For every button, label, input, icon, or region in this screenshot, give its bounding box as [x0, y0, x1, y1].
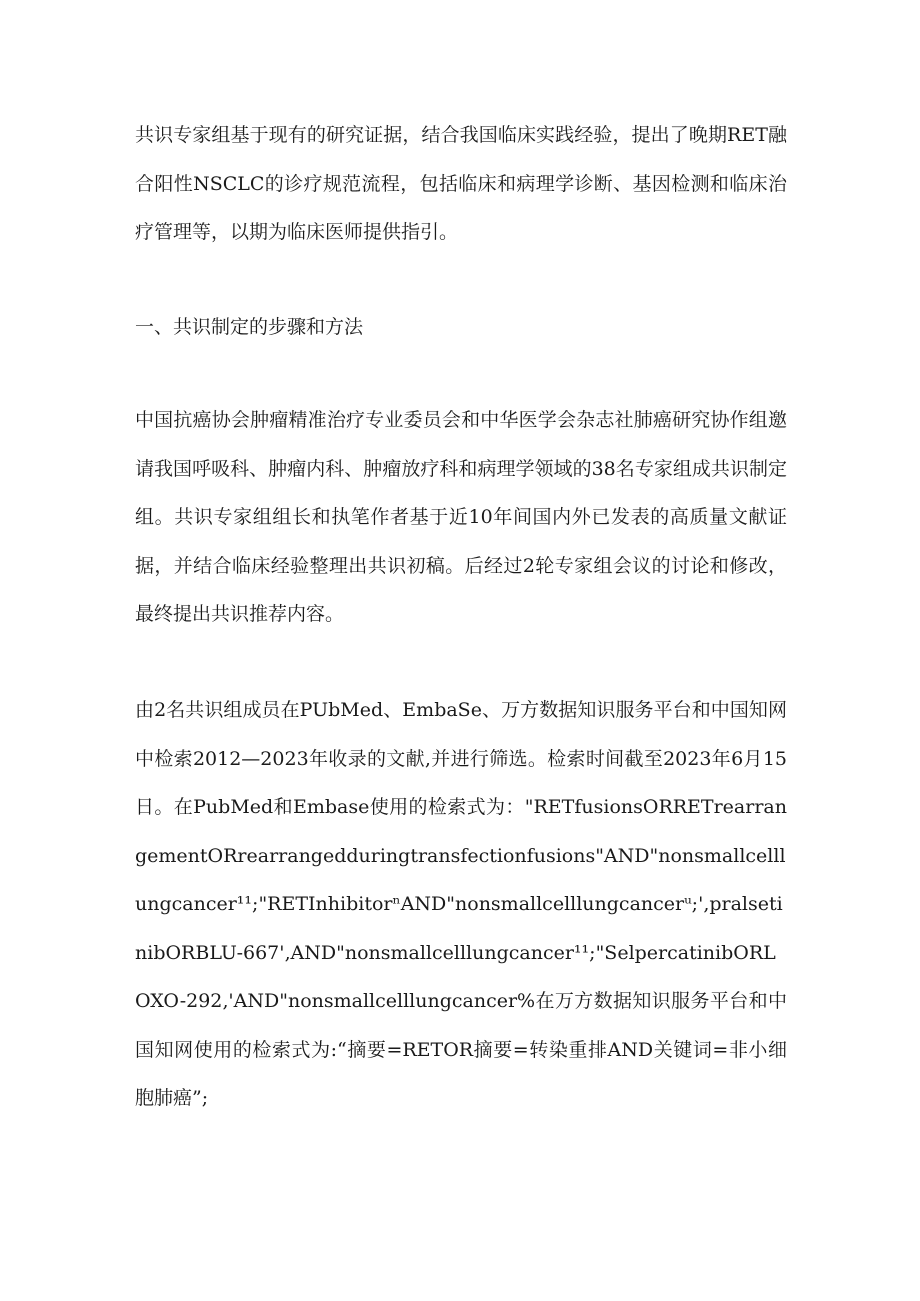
paragraph-intro: 共识专家组基于现有的研究证据，结合我国临床实践经验，提出了晚期RET融合阳性NSCLC的诊疗规范流程，包括临床和病理学诊断、基因检测和临床治疗管理等，以期为临床医师提供指引。 — [135, 124, 787, 243]
paragraph-search: 由2名共识组成员在PUbMed、EmbaSe、万方数据知识服务平台和中国知网中检索2012—2023年收录的文献,并进行筛选。检索时间截至2023年6月15日。在PubMed和Embase使用的检索式为："RETfusionsORRETrearrangementORrearrangedduringtransfectionfusions"AND"nonsmallcelllungcancer¹¹;"RETInhibitorⁿAND"nonsmallcelllungcancerᵘ;'‚pralsetinibORBLU-667'‚AND"nonsmallcelllungcancer¹¹;"SelpercatinibORLOXO-292‚'AND"nonsmallcelllungcancer%在万方数据知识服务平台和中国知网使用的检索式为:“摘要=RETOR摘要=转染重排AND关键词=非小细胞肺癌”; — [135, 699, 787, 1109]
section-heading: 一、共识制定的步骤和方法 — [135, 316, 364, 338]
paragraph-methods: 中国抗癌协会肿瘤精准治疗专业委员会和中华医学会杂志社肺癌研究协作组邀请我国呼吸科、肿瘤内科、肿瘤放疗科和病理学领域的38名专家组成共识制定组。共识专家组组长和执笔作者基于近10年间国内外已发表的高质量文献证据，并结合临床经验整理出共识初稿。后经过2轮专家组会议的讨论和修改，最终提出共识推荐内容。 — [135, 409, 787, 625]
